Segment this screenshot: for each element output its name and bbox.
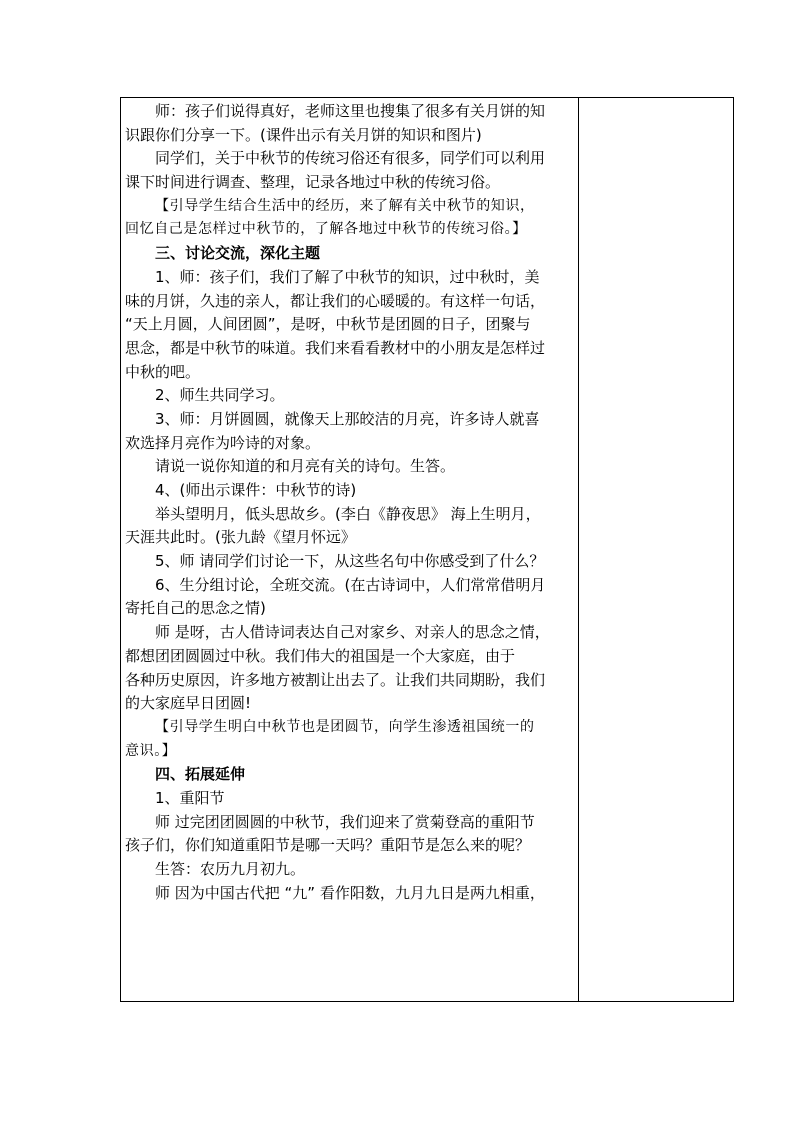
text-line: 师：孩子们说得真好，老师这里也搜集了很多有关月饼的知 bbox=[155, 102, 546, 120]
text-line: 1、师：孩子们，我们了解了中秋节的知识，过中秋时，美 bbox=[155, 267, 540, 286]
text-line: 3、师：月饼圆圆，就像天上那皎洁的月亮，许多诗人就喜 bbox=[155, 409, 540, 428]
section-heading: 三、讨论交流，深化主题 bbox=[155, 244, 321, 263]
text-line: 天涯共此时。(张九龄《望月怀远》 bbox=[125, 528, 356, 547]
teaching-note-line: 回忆自己是怎样过中秋节的，了解各地过中秋节的传统习俗。】 bbox=[125, 221, 527, 238]
text-line: 思念，都是中秋节的味道。我们来看看教材中的小朋友是怎样过 bbox=[125, 338, 546, 357]
text-line: 都想团团圆圆过中秋。我们伟大的祖国是一个大家庭，由于 bbox=[125, 646, 516, 665]
text-line: 师 过完团团圆圆的中秋节，我们迎来了赏菊登高的重阳节 bbox=[155, 812, 535, 831]
text-line: 师 因为中国古代把 “九” 看作阳数，九月九日是两九相重， bbox=[155, 883, 545, 902]
text-line: 识跟你们分享一下。(课件出示有关月饼的知识和图片) bbox=[125, 125, 482, 144]
teaching-note-line: 【引导学生明白中秋节也是团圆节，向学生渗透祖国统一的 bbox=[155, 718, 535, 735]
teaching-note-line: 意识。】 bbox=[125, 742, 177, 759]
text-line: “天上月圆，人间团圆”，是呀，中秋节是团圆的日子，团聚与 bbox=[125, 315, 531, 334]
lesson-table bbox=[120, 97, 734, 1002]
text-line: 师 是呀，古人借诗词表达自己对家乡、对亲人的思念之情， bbox=[155, 623, 550, 642]
text-line: 味的月饼，久违的亲人，都让我们的心暖暖的。有这样一句话， bbox=[125, 291, 546, 310]
notes-cell bbox=[579, 98, 733, 1001]
text-line: 4、(师出示课件：中秋节的诗) bbox=[155, 481, 357, 499]
text-line: 2、师生共同学习。 bbox=[155, 386, 285, 405]
text-line: 寄托自己的思念之情) bbox=[125, 599, 266, 618]
text-line: 课下时间进行调查、整理，记录各地过中秋的传统习俗。 bbox=[125, 173, 501, 192]
text-line: 欢选择月亮作为吟诗的对象。 bbox=[125, 433, 321, 452]
text-line: 孩子们，你们知道重阳节是哪一天吗？重阳节是怎么来的呢？ bbox=[125, 836, 531, 855]
text-line: 同学们，关于中秋节的传统习俗还有很多，同学们可以利用 bbox=[155, 149, 546, 168]
text-line: 请说一说你知道的和月亮有关的诗句。生答。 bbox=[155, 457, 456, 476]
lesson-content-cell bbox=[125, 100, 575, 905]
section-heading: 四、拓展延伸 bbox=[155, 765, 246, 784]
text-line: 6、生分组讨论，全班交流。(在古诗词中，人们常常借明月 bbox=[155, 575, 546, 594]
text-line: 中秋的吧。 bbox=[125, 362, 201, 381]
text-line: 生答：农历九月初九。 bbox=[155, 860, 306, 878]
text-line: 举头望明月，低头思故乡。(李白《静夜思》 海上生明月， bbox=[155, 504, 541, 523]
text-line: 各种历史原因，许多地方被割让出去了。让我们共同期盼，我们 bbox=[125, 670, 546, 689]
text-line: 5、师 请同学们讨论一下，从这些名句中你感受到了什么？ bbox=[155, 552, 545, 571]
text-line: 的大家庭早日团圆! bbox=[125, 694, 252, 713]
teaching-note-line: 【引导学生结合生活中的经历，来了解有关中秋节的知识， bbox=[155, 197, 535, 214]
text-line: 1、重阳节 bbox=[155, 788, 225, 807]
